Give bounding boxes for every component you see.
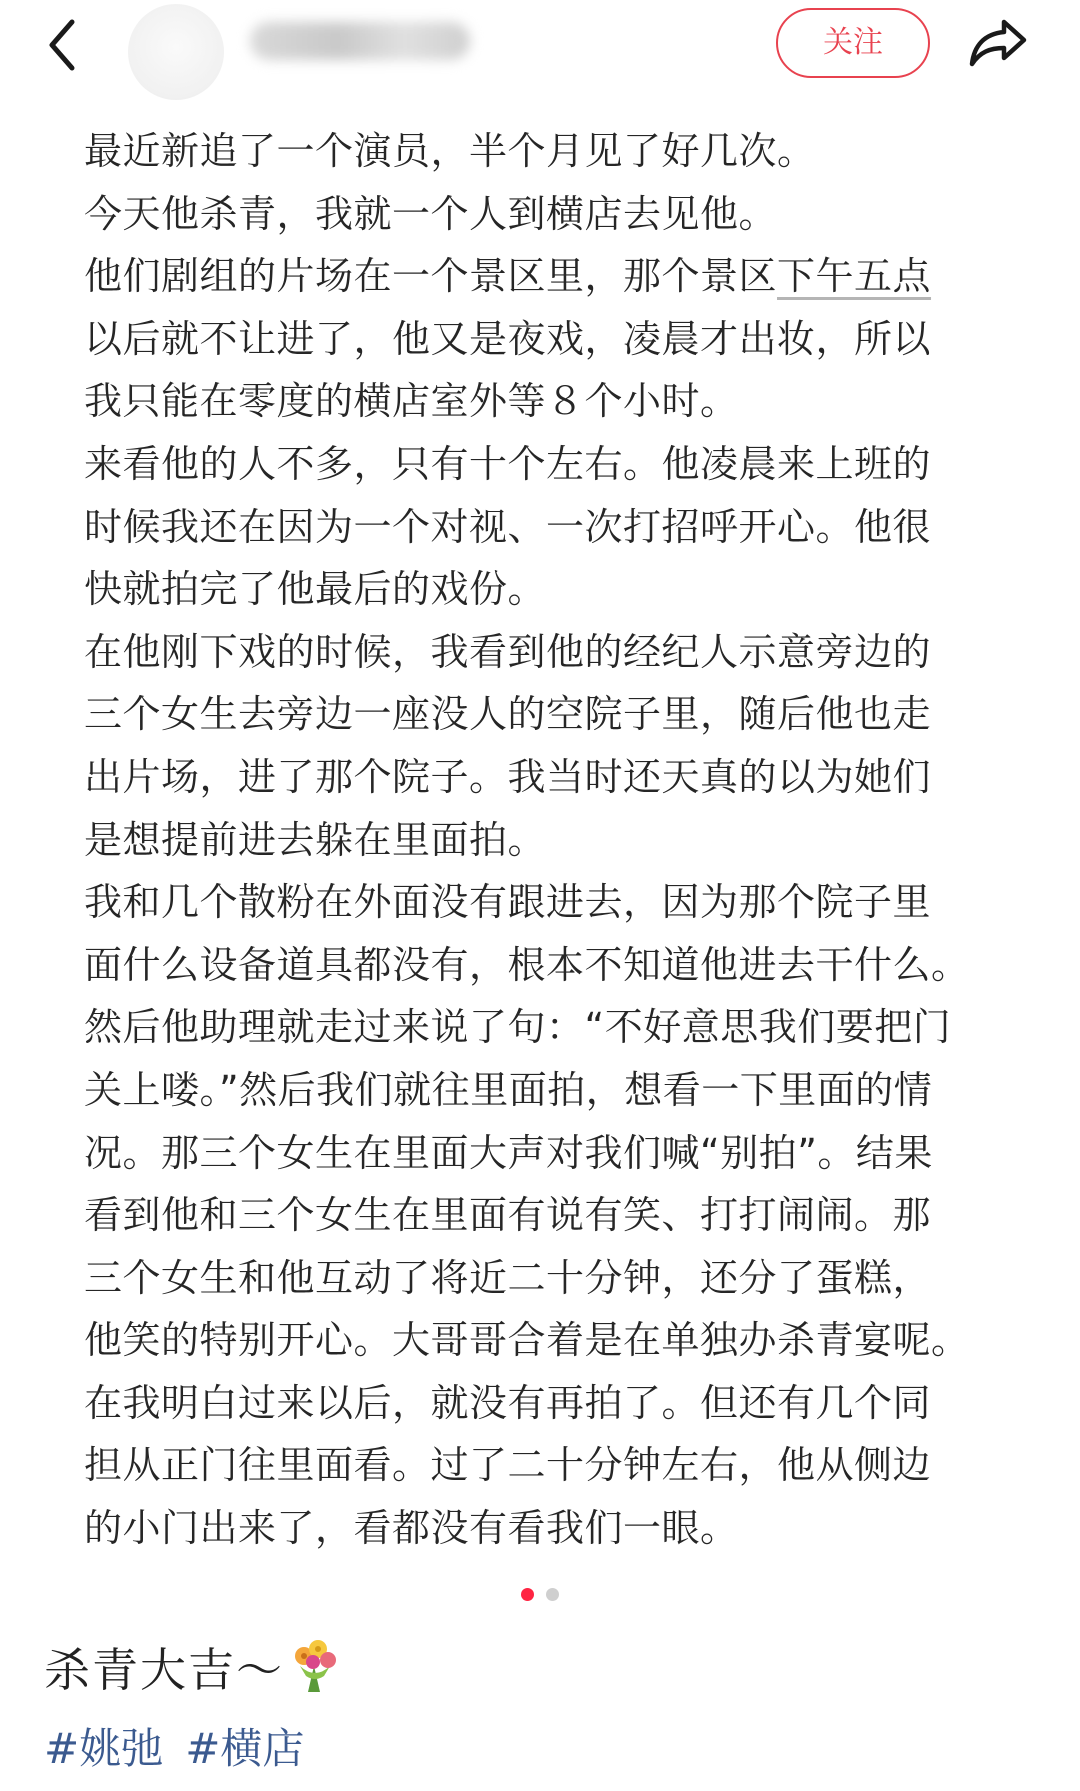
text-line: 看到他和三个女生在里面有说有笑、打打闹闹。那 [84,1193,932,1238]
text-line: 快就拍完了他最后的戏份。 [84,567,547,612]
share-arrow-icon [964,12,1034,72]
text-line: 时候我还在因为一个对视、一次打招呼开心。他很 [84,504,932,549]
text-fragment: 他们剧组的片场在一个景区里，那个景区 [84,254,778,299]
text-line [84,245,1004,308]
text-line: 面什么设备道具都没有，根本不知道他进去干什么。 [84,942,970,987]
text-line: 在他刚下戏的时候，我看到他的经纪人示意旁边的 [84,629,932,674]
text-line: 况。那三个女生在里面大声对我们喊“别拍”。结果 [84,1130,933,1175]
caption-text: 杀青大吉～ [44,1643,284,1697]
share-button[interactable] [964,12,1034,72]
hashtag-row [44,1717,326,1781]
underlined-phrase: 下午五点 [777,254,932,299]
text-line: 三个女生和他互动了将近二十分钟，还分了蛋糕， [84,1255,932,1300]
chevron-left-icon [38,8,98,78]
text-line: 以后就不让进了，他又是夜戏，凌晨才出妆，所以 [84,316,932,361]
text-line: 出片场，进了那个院子。我当时还天真的以为她们 [84,754,932,799]
text-line: 他笑的特别开心。大哥哥合着是在单独办杀青宴呢。 [84,1318,970,1363]
carousel-dot[interactable] [546,1588,559,1601]
back-button[interactable] [38,8,98,78]
text-line: 然后他助理就走过来说了句：“不好意思我们要把门 [84,1005,952,1050]
post-text [84,120,1004,1560]
text-line: 最近新追了一个演员，半个月见了好几次。 [84,129,816,173]
post-caption [44,1635,344,1705]
carousel-dot-active[interactable] [521,1588,534,1601]
text-line: 今天他杀青，我就一个人到横店去见他。 [84,191,778,236]
hashtag-link[interactable]: #姚弛 [44,1724,164,1773]
text-line: 我只能在零度的横店室外等８个小时。 [84,379,739,424]
avatar[interactable] [128,4,224,100]
text-line: 是想提前进去躲在里面拍。 [84,817,547,862]
hashtag-link[interactable]: #横店 [185,1724,305,1773]
post-image[interactable] [0,108,1080,1568]
text-line: 来看他的人不多，只有十个左右。他凌晨来上班的 [84,441,932,486]
text-line: 在我明白过来以后，就没有再拍了。但还有几个同 [84,1380,932,1425]
text-line: 担从正门往里面看。过了二十分钟左右，他从侧边 [84,1443,932,1488]
text-line: 的小门出来了，看都没有看我们一眼。 [84,1506,739,1551]
follow-button[interactable]: 关注 [776,8,930,78]
carousel-indicator [0,1586,1080,1600]
text-line: 三个女生去旁边一座没人的空院子里，随后他也走 [84,692,932,737]
text-line: 关上喽。”然后我们就往里面拍，想看一下里面的情 [84,1067,933,1112]
top-bar [0,0,1080,96]
bouquet-icon [286,1636,344,1694]
author-name-blurred[interactable] [250,22,470,60]
text-line: 我和几个散粉在外面没有跟进去，因为那个院子里 [84,880,932,925]
